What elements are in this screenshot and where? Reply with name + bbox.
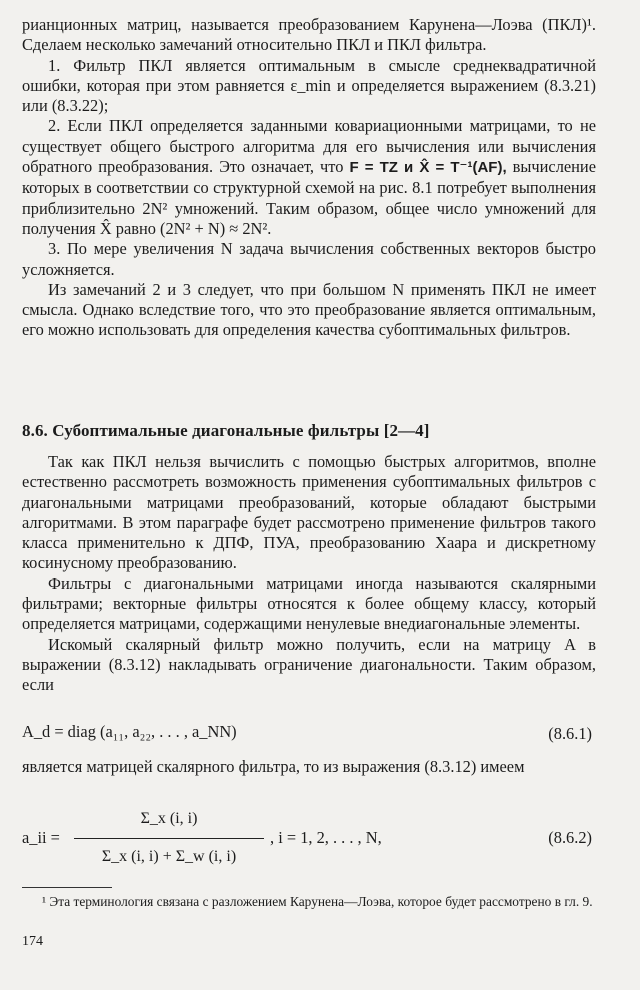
remark-2-part-a: 2. Если ПКЛ определяется заданными ковариационными матрицами, то не существует общего быстрого алгоритма для его вычисления или вычисления обратного преобразования. Это означает, что xyxy=(22,116,596,177)
equation-8-6-2-rhs: , i = 1, 2, . . . , N, xyxy=(270,828,382,847)
remark-2-formula: F = TZ и X̂ = T⁻¹(AF), xyxy=(349,159,507,177)
remark-2 xyxy=(22,116,596,239)
footnote-text: ¹ Эта терминология связана с разложением Карунена—Лоэва, которое будет рассмотрено в гл. 9. xyxy=(42,894,593,909)
equation-8-6-2-lhs: a_ii = xyxy=(22,828,60,847)
remark-1: 1. Фильтр ПКЛ является оптимальным в смысле среднеквадратичной ошибки, которая при этом равняется ε_min и определяется выражением (8.3.21) или (8.3.22); xyxy=(22,55,596,116)
footnote xyxy=(22,893,596,910)
page-number: 174 xyxy=(22,934,43,949)
equation-8-6-2-fraction xyxy=(74,800,264,875)
equation-8-6-1-number: (8.6.1) xyxy=(548,724,592,743)
equation-8-6-2 xyxy=(22,800,596,878)
between-equations-text: является матрицей скалярного фильтра, то из выражения (8.3.12) имеем xyxy=(22,757,525,776)
fraction-denominator: Σ_x (i, i) + Σ_w (i, i) xyxy=(101,848,237,865)
remark-3: 3. По мере увеличения N задача вычисления собственных векторов быстро усложняется. xyxy=(22,239,596,279)
footnote-divider xyxy=(22,887,112,888)
equation-8-6-1 xyxy=(22,722,596,746)
fraction-numerator: Σ_x (i, i) xyxy=(140,810,198,827)
section-text-block xyxy=(22,452,596,696)
section-paragraph-2: Фильтры с диагональными матрицами иногда называются скалярными фильтрами; векторные фильтры относятся к более общему классу, который определяется матрицами, содержащими ненулевые внедиагональные элементы. xyxy=(22,573,596,634)
remark-2-part-b: вычисление которых в соответствии со структурной схемой на рис. 8.1 потребует выполнения приблизительно 2N² умножений. Таким образом, общее число умножений для получения X̂ равно (2N² + N) ≈ 2N². xyxy=(22,157,596,238)
section-heading: 8.6. Субоптимальные диагональные фильтры [2—4] xyxy=(22,421,430,440)
intro-text-block xyxy=(22,15,596,341)
section-paragraph-1: Так как ПКЛ нельзя вычислить с помощью быстрых алгоритмов, вполне естественно рассмотреть возможность применения субоптимальных фильтров с диагональными матрицами преобразований, которые обладают быстрыми алгоритмами. В этом параграфе будет рассмотрено применение фильтров такого класса применительно к ДПФ, ПУА, преобразованию Хаара и дискретному косинусному преобразованию. xyxy=(22,452,596,573)
conclusion-paragraph: Из замечаний 2 и 3 следует, что при большом N применять ПКЛ не имеет смысла. Однако вследствие того, что это преобразование является оптимальным, его можно использовать для определения качества субоптимальных фильтров. xyxy=(22,279,596,340)
section-paragraph-3: Искомый скалярный фильтр можно получить, если на матрицу A в выражении (8.3.12) накладывать ограничение диагональности. Таким образом, если xyxy=(22,634,596,695)
equation-8-6-1-body: A_d = diag (a₁₁, a₂₂, . . . , a_NN) xyxy=(22,722,237,741)
equation-8-6-2-number: (8.6.2) xyxy=(548,828,592,847)
paragraph-continuation: рианционных матриц, называется преобразованием Карунена—Лоэва (ПКЛ)¹. Сделаем несколько замечаний относительно ПКЛ и ПКЛ фильтра. xyxy=(22,15,596,55)
